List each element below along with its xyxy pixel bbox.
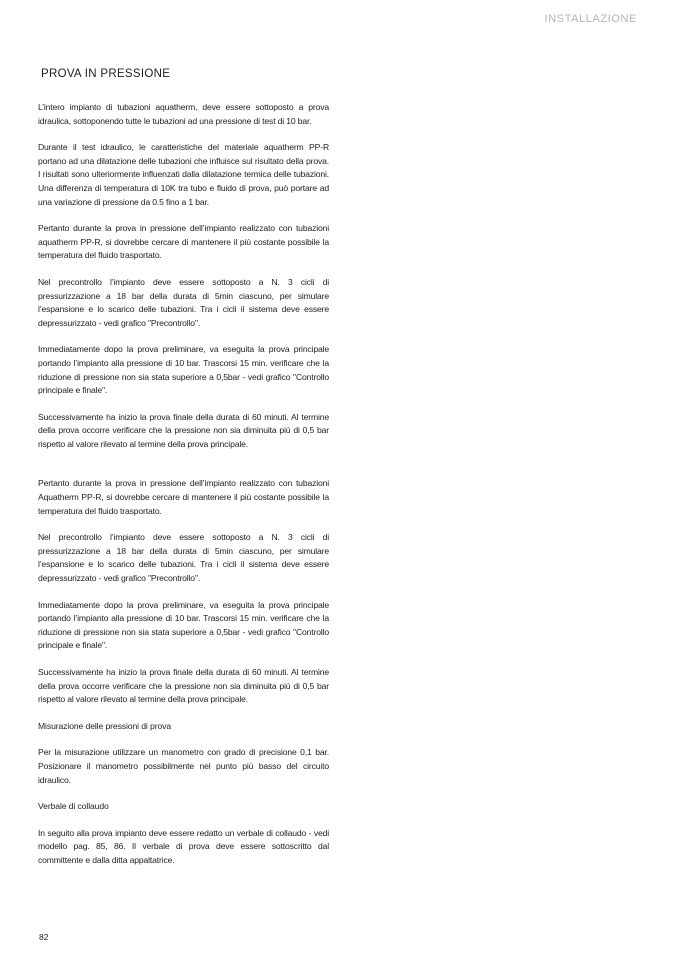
paragraph: Pertanto durante la prova in pressione dell’impianto realizzato con tubazioni aquatherm PP-R, si dovrebbe cercare di mantenere il più costante possibile la temperatura del fluido trasportato. [38, 223, 329, 261]
report-text: In seguito alla prova impianto deve essere redatto un verbale di collaudo - vedi modello pag. 85, 86. Il verbale di prova deve essere sottoscritto dal committente e dalla ditta appaltatrice. [38, 827, 329, 865]
page-title: PROVA IN PRESSIONE [41, 68, 171, 80]
measurement-text: Per la misurazione utilizzare un manometro con grado di precisione 0,1 bar. Posizionare il manometro possibilmente nel punto più basso del circuito idraulico. [38, 747, 329, 785]
paragraph: L’intero impianto di tubazioni aquatherm, deve essere sottoposto a prova idraulica, sottoponendo tutte le tubazioni ad una pressione di test di 10 bar. [38, 102, 329, 126]
paragraph: Immediatamente dopo la prova preliminare, va eseguita la prova principale portando l’impianto alla pressione di 10 bar. Trascorsi 15 min. verificare che la riduzione di pressione non sia stata superiore a 0,5bar - vedi grafico "Controllo principale e finale". [38, 344, 329, 396]
section-label: INSTALLAZIONE [544, 13, 637, 25]
paragraph: Pertanto durante la prova in pressione dell’impianto realizzato con tubazioni Aquatherm PP-R, si dovrebbe cercare di mantenere il più costante possibile la temperatura del fluido trasportato. [38, 478, 329, 516]
paragraph: Successivamente ha inizio la prova finale della durata di 60 minuti. Al termine della prova occorre verificare che la pressione non sia diminuita più di 0,5 bar rispetto al valore rilevato al termine della prova principale. [38, 667, 329, 705]
measurement-heading: Misurazione delle pressioni di prova [38, 720, 172, 731]
paragraph: Nel precontrollo l’impianto deve essere sottoposto a N. 3 cicli di pressurizzazione a 18 bar della durata di 5min ciascuno, per simulare l’espansione e lo scarico delle tubazioni. Tra i cicli il sistema deve essere depressurizzato - vedi grafico "Precontrollo". [38, 276, 329, 328]
paragraph: Successivamente ha inizio la prova finale della durata di 60 minuti. Al termine della prova occorre verificare che la pressione non sia diminuita più di 0,5 bar rispetto al valore rilevato al termine della prova principale. [38, 411, 329, 449]
page-number: 82 [39, 932, 49, 942]
paragraph: Durante il test idraulico, le caratteristiche del materiale aquatherm PP-R portano ad una dilatazione delle tubazioni che influisce sul risultato della prova. I risultati sono ulteriormente influenzati dalla dilatazione termica delle tubazioni. Una differenza di temperatura di 10K tra tubo e fluido di prova, può portare ad una variazione di pressione da 0.5 fino a 1 bar. [38, 142, 329, 207]
paragraph: Nel precontrollo l’impianto deve essere sottoposto a N. 3 cicli di pressurizzazione a 18 bar della durata di 5min ciascuno, per simulare l’espansione e lo scarico delle tubazioni. Tra i cicli il sistema deve essere depressurizzato - vedi grafico "Precontrollo". [38, 532, 329, 584]
report-heading: Verbale di collaudo [38, 801, 109, 812]
paragraph: Immediatamente dopo la prova preliminare, va eseguita la prova principale portando l’impianto alla pressione di 10 bar. Trascorsi 15 min. verificare che la riduzione di pressione non sia stata superiore a 0,5bar - vedi grafico "Controllo principale e finale". [38, 599, 329, 651]
body-content [38, 101, 329, 881]
